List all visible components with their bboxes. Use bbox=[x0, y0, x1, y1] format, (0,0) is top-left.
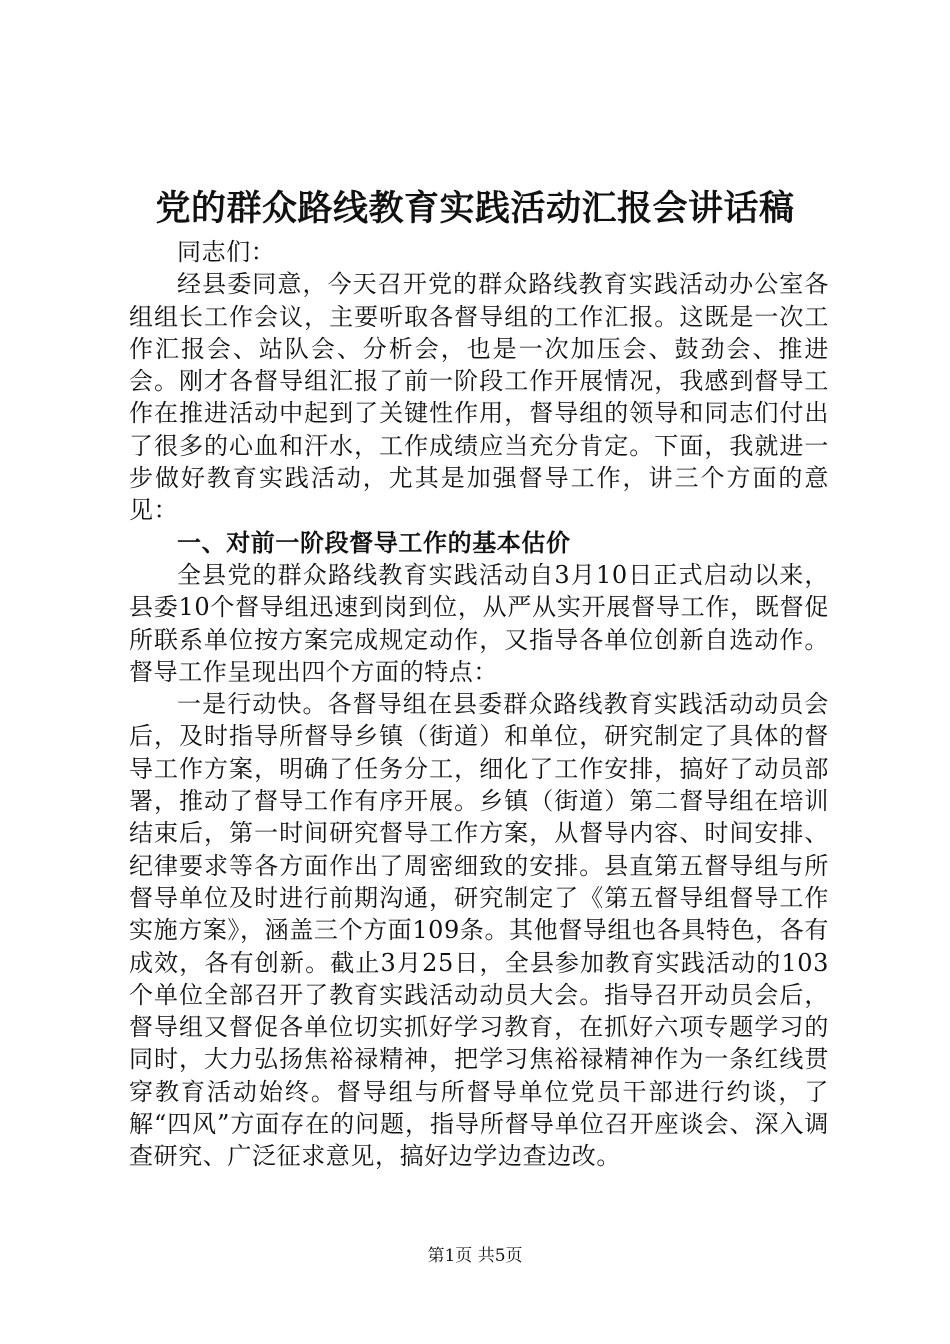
paragraph-intro: 经县委同意，今天召开党的群众路线教育实践活动办公室各组组长工作会议，主要听取各督导组的工作汇报。这既是一次工作汇报会、站队会、分析会，也是一次加压会、鼓劲会、推进会。刚才各督导组汇报了前一阶段工作开展情况，我感到督导工作在推进活动中起到了关键性作用，督导组的领导和同志们付出了很多的心血和汗水，工作成绩应当充分肯定。下面，我就进一步做好教育实践活动，尤其是加强督导工作，讲三个方面的意见： bbox=[129, 270, 829, 525]
paragraph-point-one: 一是行动快。各督导组在县委群众路线教育实践活动动员会后，及时指导所督导乡镇（街道）和单位，研究制定了具体的督导工作方案，明确了任务分工，细化了工作安排，搞好了动员部署，推动了督导工作有序开展。乡镇（街道）第二督导组在培训结束后，第一时间研究督导工作方案，从督导内容、时间安排、纪律要求等各方面作出了周密细致的安排。县直第五督导组与所督导单位及时进行前期沟通，研究制定了《第五督导组督导工作实施方案》，涵盖三个方面109条。其他督导组也各具特色，各有成效，各有创新。截止3月25日，全县参加教育实践活动的103个单位全部召开了教育实践活动动员大会。指导召开动员会后，督导组又督促各单位切实抓好学习教育，在抓好六项专题学习的同时，大力弘扬焦裕禄精神，把学习焦裕禄精神作为一条红线贯穿教育活动始终。督导组与所督导单位党员干部进行约谈，了解“四风”方面存在的问题，指导所督导单位召开座谈会、深入调查研究、广泛征求意见，搞好边学边查边改。 bbox=[129, 690, 829, 1171]
paragraph-overview: 全县党的群众路线教育实践活动自3月10日正式启动以来，县委10个督导组迅速到岗到位，从严从实开展督导工作，既督促所联系单位按方案完成规定动作，又指导各单位创新自选动作。督导工作呈现出四个方面的特点： bbox=[129, 560, 829, 686]
document-title: 党的群众路线教育实践活动汇报会讲话稿 bbox=[155, 189, 795, 229]
page-footer: 第1页 共5页 bbox=[427, 1246, 523, 1266]
salutation: 同志们： bbox=[177, 238, 276, 266]
section-heading: 一、对前一阶段督导工作的基本估价 bbox=[177, 528, 571, 557]
document-body bbox=[129, 236, 829, 1173]
